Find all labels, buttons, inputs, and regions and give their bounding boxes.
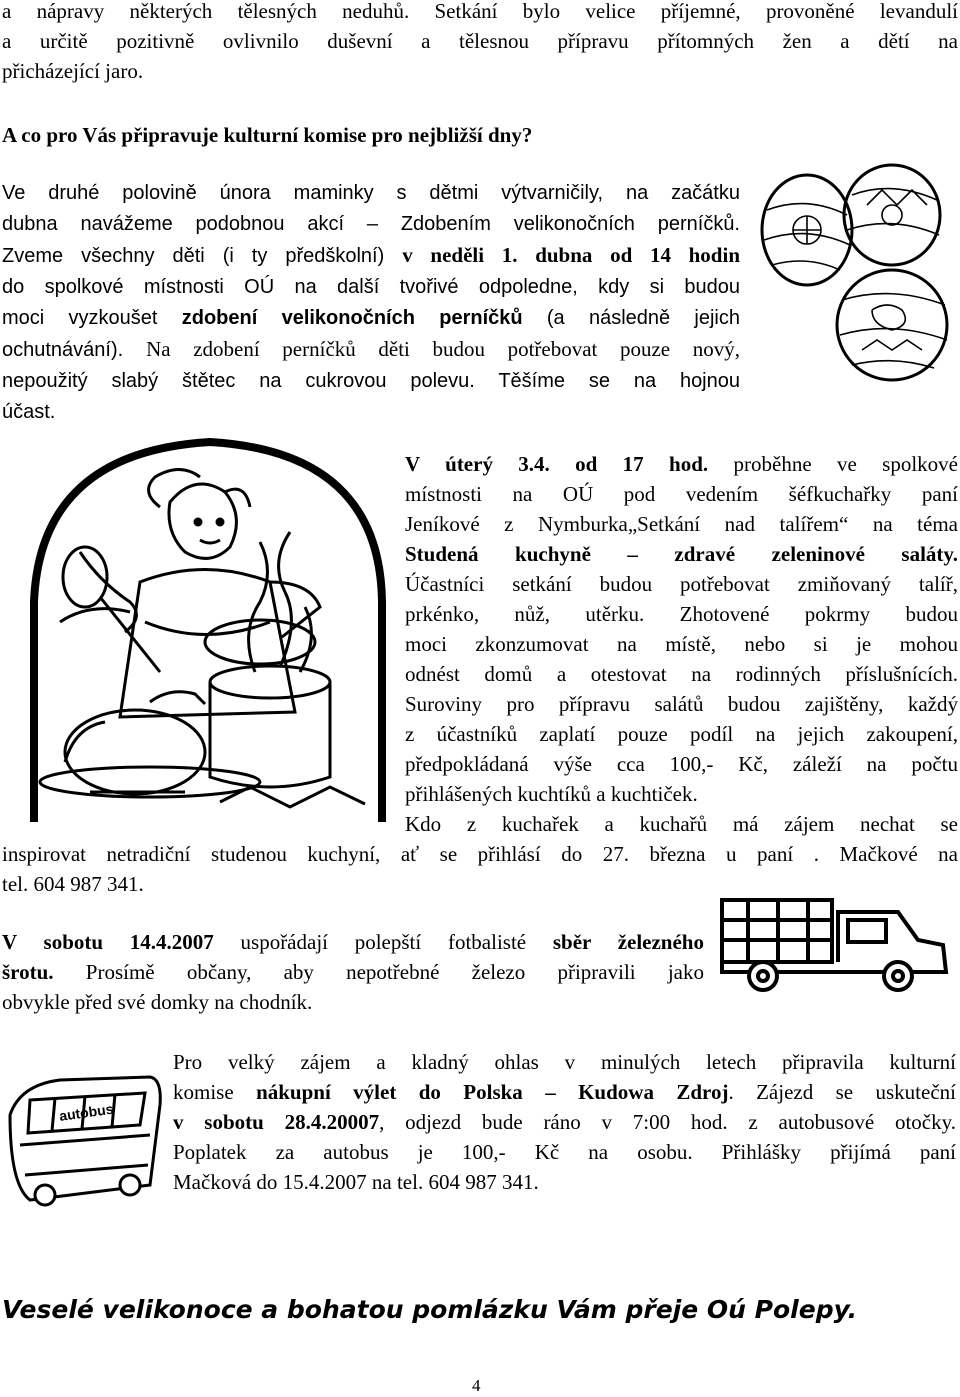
paragraph-line: obvykle před své domky na chodník. <box>2 990 313 1014</box>
paragraph-line: moci vyzkoušet zdobení velikonočních perníčků (a následně jejich <box>2 307 741 329</box>
paragraph-line: šrotu. Prosímě občany, aby nepotřebné železo připravili jako <box>2 960 704 984</box>
event-date: v sobotu 28.4.20007 <box>173 1110 380 1134</box>
intro-paragraph <box>2 0 958 86</box>
paragraph-line: Kdo z kuchařek a kuchařů má zájem nechat se <box>405 812 958 836</box>
section-heading: A co pro Vás připravuje kulturní komise pro nejbližší dny? <box>2 123 533 147</box>
paragraph-line: ochutnávání). Na zdobení perníčků děti budou potřebovat pouze nový, <box>2 337 740 361</box>
paragraph-line: do spolkové místnosti OÚ na další tvořivé odpoledne, kdy si budou <box>2 276 740 298</box>
closing-greeting: Veselé velikonoce a bohatou pomlázku Vám přeje Oú Polepy. <box>2 1295 858 1324</box>
paragraph-line: komise nákupní výlet do Polska – Kudowa Zdroj. Zájezd se uskuteční <box>173 1080 956 1104</box>
cooking-paragraph <box>405 449 958 839</box>
paragraph-line: Mačková do 15.4.2007 na tel. 604 987 341. <box>173 1170 539 1194</box>
event-date: V sobotu 14.4.2007 <box>2 930 214 954</box>
event-name: zdobení velikonočních perníčků <box>181 307 523 329</box>
trip-paragraph <box>173 1047 956 1197</box>
paragraph-line: odnést domů a otestovat na rodinných příslušnících. <box>405 662 958 686</box>
event-date: v neděli 1. dubna od 14 hodin <box>402 243 740 267</box>
paragraph-line: v sobotu 28.4.20007, odjezd bude ráno v 7:00 hod. z autobusové otočky. <box>173 1110 956 1134</box>
intro-line: a určitě pozitivně ovlivnilo duševní a tělesnou přípravu přítomných žen a dětí na <box>2 29 958 53</box>
intro-line: přicházející jaro. <box>2 59 144 83</box>
event-name: nákupní výlet do Polska – Kudowa Zdroj <box>256 1080 729 1104</box>
page-number: 4 <box>472 1376 481 1395</box>
paragraph-line: Zveme všechny děti (i ty předškolní) v neděli 1. dubna od 14 hodin <box>2 243 740 267</box>
easter-eggs-icon <box>752 160 960 386</box>
paragraph-line: tel. 604 987 341. <box>2 872 144 896</box>
paragraph-line: inspirovat netradiční studenou kuchyní, ať se přihlásí do 27. března u paní . Mačkové na <box>2 842 958 866</box>
paragraph-line: dubna navážeme podobnou akcí – Zdobením velikonočních perníčků. <box>2 213 740 235</box>
gingerbread-paragraph <box>2 178 740 428</box>
paragraph-line: účast. <box>2 401 56 423</box>
paragraph-line: prkénko, nůž, utěrku. Zhotovené pokrmy budou <box>405 602 958 626</box>
event-topic: Studená kuchyně – zdravé zeleninové saláty. <box>405 542 958 566</box>
paragraph-line: Poplatek za autobus je 100,- Kč na osobu. Přihlášky přijímá paní <box>173 1140 956 1164</box>
paragraph-line: Účastníci setkání budou potřebovat zmiňovaný talíř, <box>405 572 958 596</box>
intro-line: a nápravy některých tělesných neduhů. Setkání bylo velice příjemné, provoněné levandulí <box>2 0 958 23</box>
paragraph-line: místnosti na OÚ pod vedením šéfkuchařky paní <box>405 482 958 506</box>
paragraph-line: předpokládaná výše cca 100,- Kč, záleží na počtu <box>405 752 958 776</box>
paragraph-line: Ve druhé polovině února maminky s dětmi výtvarničily, na začátku <box>2 182 740 204</box>
paragraph-line: moci zkonzumovat na místě, nebo si je mohou <box>405 632 958 656</box>
event-name: sběr železného <box>552 930 704 954</box>
paragraph-line: z účastníků zaplatí pouze podíl na jejich zakoupení, <box>405 722 958 746</box>
bus-sign: autobus <box>58 1100 115 1124</box>
paragraph-line: Pro velký zájem a kladný ohlas v minulých letech připravila kulturní <box>173 1050 956 1074</box>
paragraph-line: přihlášených kuchtíků a kuchtiček. <box>405 782 698 806</box>
paragraph-line: Suroviny pro přípravu salátů budou zajištěny, každý <box>405 692 958 716</box>
scrap-paragraph <box>2 927 704 1017</box>
cook-woman-icon <box>20 432 396 828</box>
paragraph-line: V úterý 3.4. od 17 hod. proběhne ve spolkové <box>405 452 958 476</box>
paragraph-line: V sobotu 14.4.2007 uspořádají polepští fotbalisté sběr železného <box>2 930 704 954</box>
paragraph-line: Jeníkové z Nymburka„Setkání nad talířem“ na téma <box>405 512 958 536</box>
event-date: V úterý 3.4. od 17 hod. <box>405 452 709 476</box>
bus-icon <box>0 1065 166 1215</box>
paragraph-line: nepoužitý slabý štětec na cukrovou polevu. Těšíme se na hojnou <box>2 370 740 392</box>
truck-icon <box>718 890 960 1002</box>
